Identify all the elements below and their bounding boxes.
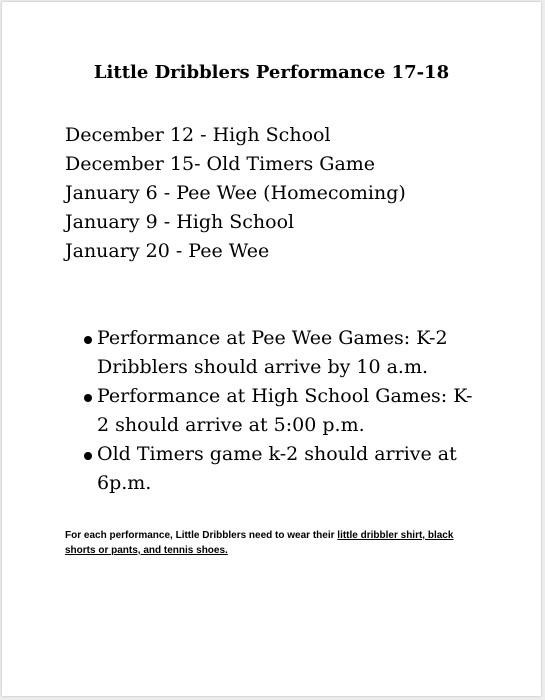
attire-note-underlined: little dribbler shirt, black shorts or pants, and tennis shoes. [65,530,454,556]
schedule-item: January 9 - High School [65,211,295,233]
bullet-icon [84,394,92,402]
schedule-item: December 12 - High School [65,124,331,146]
arrival-note-item [82,440,482,498]
bullet-icon [84,336,92,344]
arrival-note-text: Old Timers game k-2 should arrive at 6p.m. [97,443,457,494]
arrival-note-item [82,324,482,382]
page-title: Little Dribblers Performance 17-18 [93,62,450,83]
schedule-list [65,121,406,266]
schedule-item: December 15- Old Timers Game [65,153,376,175]
attire-note [65,528,485,558]
bullet-icon [84,452,92,460]
document-page [2,2,541,696]
attire-note-text: For each performance, Little Dribblers need to wear their [65,530,338,541]
schedule-item: January 20 - Pee Wee [65,240,270,262]
arrival-note-item [82,382,482,440]
schedule-item: January 6 - Pee Wee (Homecoming) [65,182,406,204]
arrival-note-text: Performance at High School Games: K-2 should arrive at 5:00 p.m. [97,385,473,436]
arrival-note-text: Performance at Pee Wee Games: K-2 Dribblers should arrive by 10 a.m. [97,327,448,378]
arrival-notes-list [82,324,482,498]
